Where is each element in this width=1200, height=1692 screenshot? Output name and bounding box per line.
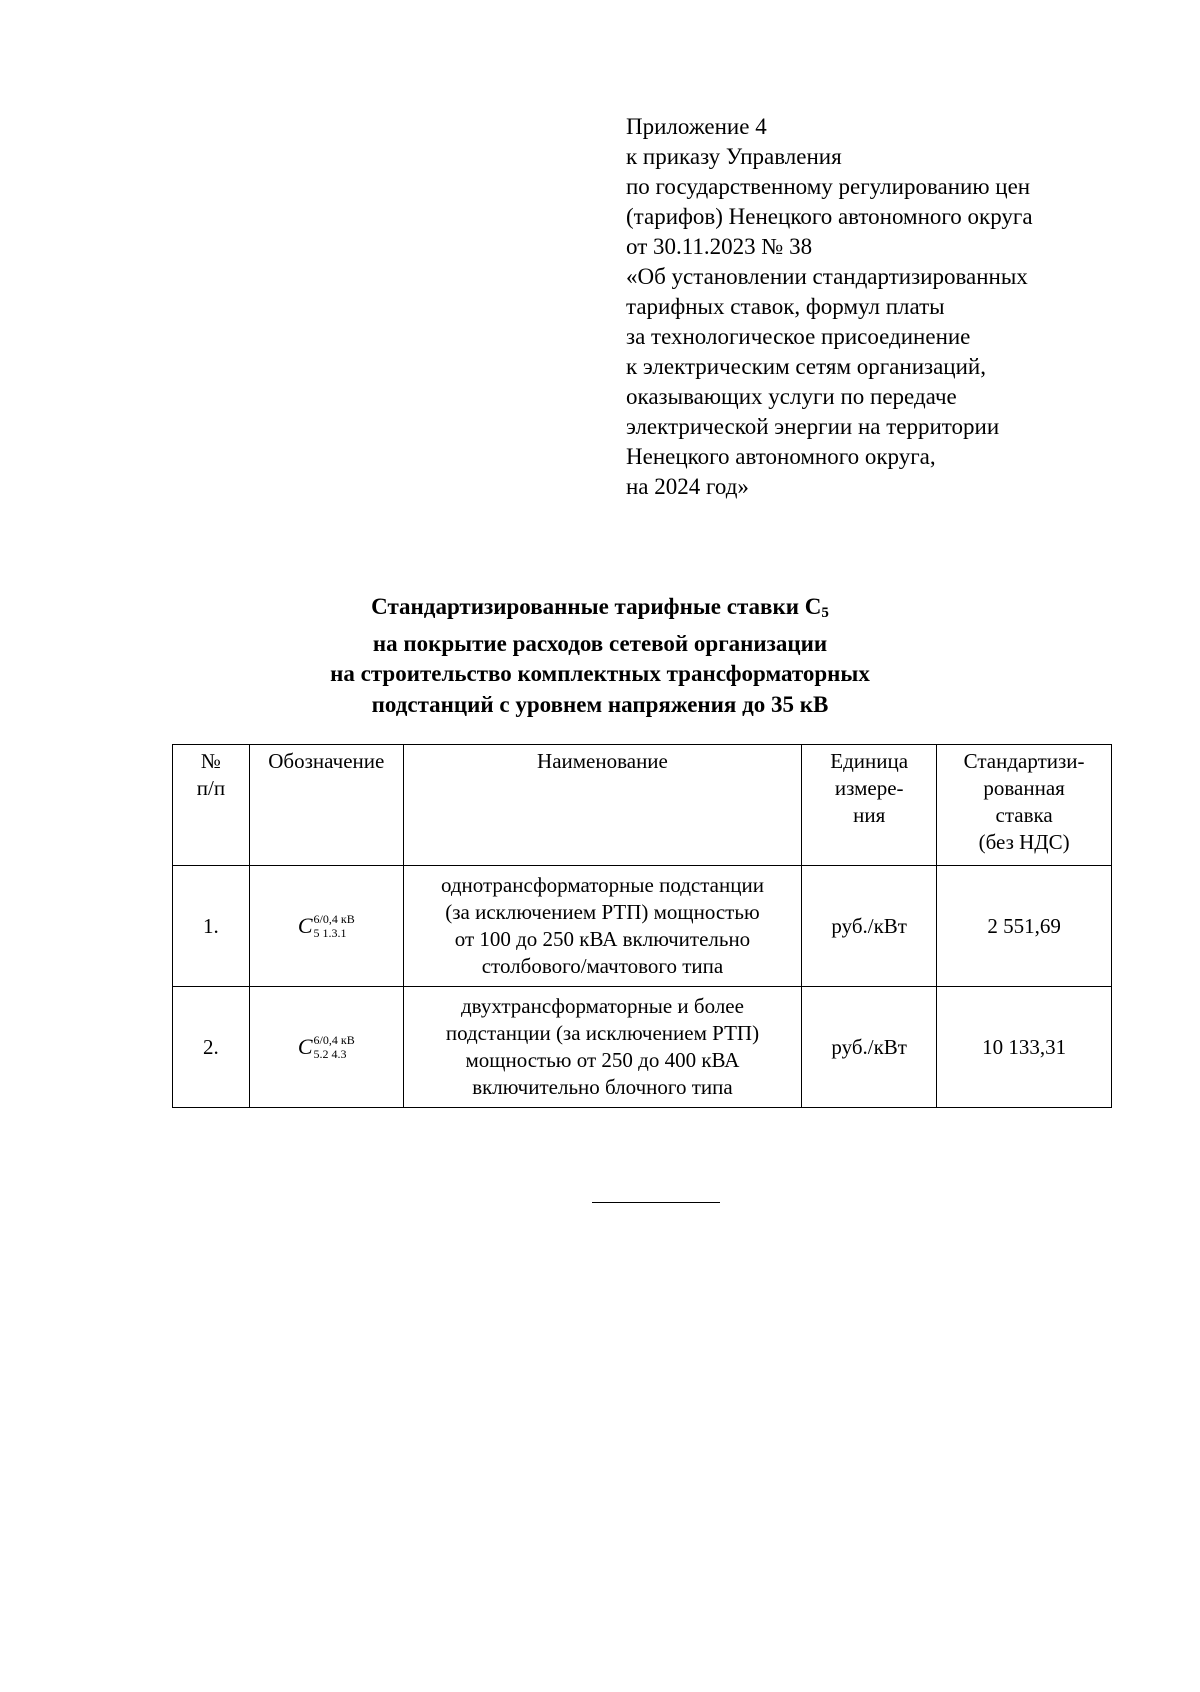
designation-subscript: 5 1.3.1 — [313, 925, 347, 940]
title-line-4: подстанций с уровнем напряжения до 35 кВ — [371, 691, 829, 717]
header-text: п/п — [196, 776, 226, 800]
header-text: ставка — [995, 803, 1053, 827]
designation-scripts — [314, 1033, 355, 1061]
designation-base: C — [297, 1034, 313, 1060]
title-line-1 — [0, 592, 1200, 629]
name-line: включительно блочного типа — [472, 1075, 733, 1099]
row-number: 2. — [173, 987, 250, 1108]
header-number — [173, 745, 250, 866]
annex-line: тарифных ставок, формул платы — [626, 294, 945, 319]
header-rate — [937, 745, 1112, 866]
row-rate: 10 133,31 — [937, 987, 1112, 1108]
annex-line: Ненецкого автономного округа, — [626, 444, 936, 469]
designation-subscript: 5.2 4.3 — [313, 1046, 347, 1061]
header-text: измере- — [834, 776, 904, 800]
title-text: Стандартизированные тарифные ставки С — [371, 594, 822, 619]
annex-line: оказывающих услуги по передаче — [626, 384, 957, 409]
name-line: однотрансформаторные подстанции — [440, 873, 764, 897]
title-subscript: 5 — [821, 605, 829, 621]
header-text: (без НДС) — [978, 830, 1070, 854]
header-designation — [249, 745, 403, 866]
header-unit — [802, 745, 937, 866]
name-line: мощностью от 250 до 400 кВА — [465, 1048, 740, 1072]
header-text: рованная — [983, 776, 1065, 800]
row-unit: руб./кВт — [802, 866, 937, 987]
header-text: ния — [853, 803, 886, 827]
title-line-2: на покрытие расходов сетевой организации — [372, 630, 828, 656]
row-unit: руб./кВт — [802, 987, 937, 1108]
row-designation — [249, 987, 403, 1108]
header-name — [403, 745, 801, 866]
row-rate: 2 551,69 — [937, 866, 1112, 987]
table-header-row — [173, 745, 1112, 866]
header-text: Стандартизи- — [963, 749, 1085, 773]
name-line: (за исключением РТП) мощностью — [445, 900, 760, 924]
row-number: 1. — [173, 866, 250, 987]
annex-line: Приложение 4 — [626, 114, 767, 139]
designation-formula — [298, 912, 355, 940]
designation-base: C — [297, 913, 313, 939]
annex-line: «Об установлении стандартизированных — [626, 264, 1028, 289]
annex-line: по государственному регулированию цен — [626, 174, 1031, 199]
designation-superscript: 6/0,4 кВ — [313, 911, 355, 926]
name-line: двухтрансформаторные и более — [460, 994, 744, 1018]
header-text: Единица — [830, 749, 909, 773]
header-text: Наименование — [537, 749, 668, 773]
annex-line: за технологическое присоединение — [626, 324, 971, 349]
designation-scripts — [314, 912, 355, 940]
name-line: подстанции (за исключением РТП) — [445, 1021, 760, 1045]
designation-superscript: 6/0,4 кВ — [313, 1032, 355, 1047]
row-name — [403, 866, 801, 987]
row-name — [403, 987, 801, 1108]
annex-line: на 2024 год» — [626, 474, 749, 499]
name-line: от 100 до 250 кВА включительно — [454, 927, 751, 951]
table-row — [173, 987, 1112, 1108]
end-separator-line — [592, 1202, 720, 1203]
annex-line: к электрическим сетям организаций, — [626, 354, 986, 379]
annex-line: к приказу Управления — [626, 144, 842, 169]
header-text: № — [200, 749, 221, 773]
annex-reference-block — [626, 112, 1186, 502]
table-row — [173, 866, 1112, 987]
row-designation — [249, 866, 403, 987]
annex-line: от 30.11.2023 № 38 — [626, 234, 813, 259]
name-line: столбового/мачтового типа — [481, 954, 724, 978]
designation-formula — [298, 1033, 355, 1061]
annex-line: электрической энергии на территории — [626, 414, 1000, 439]
title-line-3: на строительство комплектных трансформаторных — [330, 661, 870, 686]
header-text: Обозначение — [268, 749, 385, 773]
annex-line: (тарифов) Ненецкого автономного округа — [626, 204, 1033, 229]
rates-table — [172, 744, 1112, 1108]
document-title — [0, 592, 1200, 720]
